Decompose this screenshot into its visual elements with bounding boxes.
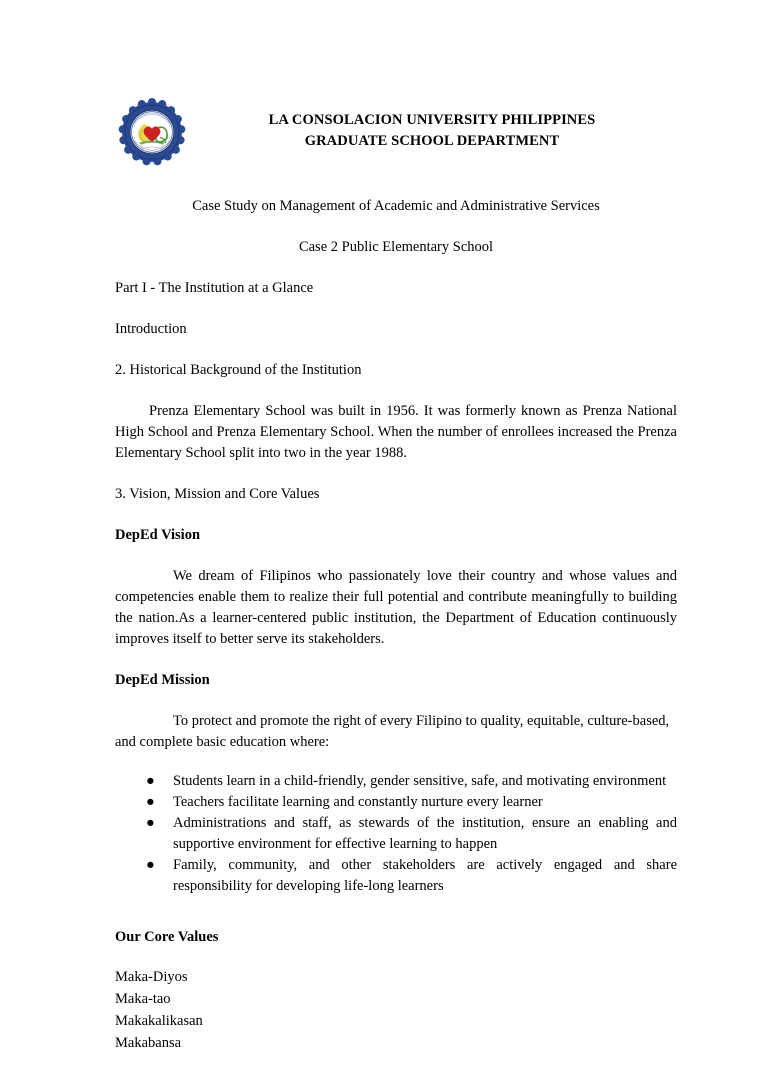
historical-background-paragraph: Prenza Elementary School was built in 1956. It was formerly known as Prenza National High School and Prenza Elementary School. When the number of enrollees increased the Prenza Elementary School split into two in the year 1988.: [115, 403, 677, 462]
case-study-subject: Case Study on Management of Academic and Administrative Services: [192, 198, 600, 214]
document-header: [115, 96, 677, 174]
deped-vision-paragraph: We dream of Filipinos who passionately love their country and whose values and competencies enable them to realize their full potential and contribute meaningfully to building the nation.As a learner-centered public institution, the Department of Education continuously improves itself to better serve its stakeholders.: [115, 568, 677, 648]
bullet-icon: ●: [146, 773, 155, 790]
core-values-heading: Our Core Values: [115, 929, 219, 946]
mission-bullet-list: [115, 771, 677, 897]
bullet-icon: ●: [146, 857, 155, 874]
list-item-text: Students learn in a child-friendly, gender sensitive, safe, and motivating environment: [173, 773, 667, 790]
core-value-item: Maka-Diyos: [115, 969, 188, 986]
core-value-item: Makabansa: [115, 1034, 182, 1051]
list-item-text: Administrations and staff, as stewards of the institution, ensure an enabling and supportive environment for effective learning to happen: [173, 815, 677, 853]
deped-mission-intro: To protect and promote the right of every Filipino to quality, equitable, culture-based, and complete basic education where:: [115, 713, 670, 751]
university-seal-icon: [118, 98, 186, 166]
section-2-heading: 2. Historical Background of the Institution: [115, 362, 362, 379]
list-item: [115, 813, 677, 855]
document-body: [115, 196, 677, 1054]
case-title: Case 2 Public Elementary School: [298, 239, 494, 256]
bullet-icon: ●: [146, 794, 155, 811]
introduction-heading: Introduction: [115, 321, 187, 338]
institution-name: LA CONSOLACION UNIVERSITY PHILIPPINES: [268, 112, 596, 128]
list-item-text: Family, community, and other stakeholders are actively engaged and share responsibility for developing life-long learners: [173, 857, 677, 895]
department-name: GRADUATE SCHOOL DEPARTMENT: [304, 133, 560, 150]
bullet-icon: ●: [146, 815, 155, 832]
list-item: [115, 792, 677, 813]
section-3-heading: 3. Vision, Mission and Core Values: [115, 486, 320, 503]
list-item: [115, 855, 677, 897]
institution-title-block: [187, 96, 677, 152]
list-item: [115, 771, 677, 792]
core-value-item: Maka-tao: [115, 991, 171, 1008]
deped-vision-heading: DepEd Vision: [115, 527, 201, 544]
institution-logo: [115, 96, 187, 174]
core-value-item: Makakalikasan: [115, 1012, 203, 1029]
list-item-text: Teachers facilitate learning and constantly nurture every learner: [173, 794, 543, 811]
deped-mission-heading: DepEd Mission: [115, 672, 210, 689]
part-heading: Part I - The Institution at a Glance: [115, 280, 314, 297]
